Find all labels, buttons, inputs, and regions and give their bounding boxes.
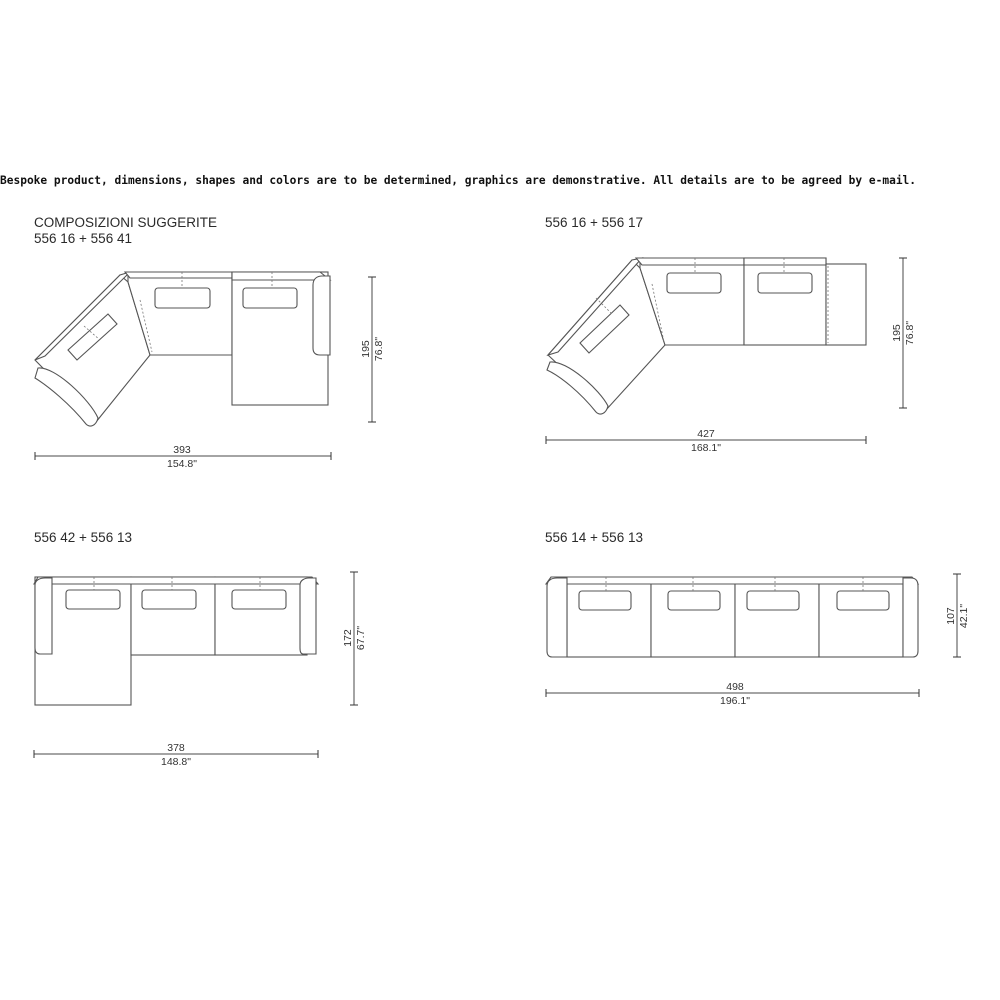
cushion <box>66 590 120 609</box>
width-cm: 498 <box>726 681 744 693</box>
composition-1-heading: COMPOSIZIONI SUGGERITE <box>34 215 218 230</box>
depth-cm: 107 <box>945 607 957 625</box>
composition-1-code: 556 16 + 556 41 <box>34 231 132 246</box>
right-backrest <box>744 258 826 265</box>
chaise-cushion <box>243 288 297 308</box>
middle-backrest <box>636 258 744 265</box>
width-in: 154.8" <box>166 458 198 470</box>
composition-3-code: 556 42 + 556 13 <box>34 530 132 545</box>
cushion <box>747 591 799 610</box>
backrest <box>34 577 318 584</box>
backrest <box>546 577 918 584</box>
composition-2-drawing <box>546 258 916 454</box>
composition-1-drawing <box>35 272 385 470</box>
seat-4 <box>819 578 903 657</box>
middle-cushion <box>667 273 721 293</box>
width-in: 196.1" <box>719 695 751 707</box>
right-cushion <box>758 273 812 293</box>
middle-backrest <box>125 272 232 278</box>
cushion <box>232 590 286 609</box>
width-in: 148.8" <box>160 756 192 768</box>
depth-cm: 195 <box>360 340 372 358</box>
cushion <box>142 590 196 609</box>
cushion <box>579 591 631 610</box>
width-cm: 378 <box>167 742 185 754</box>
width-cm: 427 <box>697 428 715 440</box>
depth-cm: 195 <box>891 324 903 342</box>
depth-in: 76.8" <box>373 336 385 362</box>
middle-seat <box>131 577 215 655</box>
width-cm: 393 <box>173 444 191 456</box>
composition-3-drawing <box>34 572 367 768</box>
cushion <box>668 591 720 610</box>
left-armrest <box>547 578 567 657</box>
left-armrest <box>35 578 52 654</box>
depth-in: 42.1" <box>958 603 970 629</box>
composition-4-drawing <box>546 574 970 707</box>
middle-cushion <box>155 288 210 308</box>
chaise-armrest <box>313 276 330 355</box>
disclaimer-text: Bespoke product, dimensions, shapes and colors are to be determined, graphics are demonstrative. All details are to be agreed by e-mail. <box>0 174 917 187</box>
right-armrest <box>300 578 316 654</box>
depth-in: 76.8" <box>904 320 916 346</box>
composition-4-code: 556 14 + 556 13 <box>545 530 643 545</box>
cushion <box>837 591 889 610</box>
right-armrest <box>903 578 918 657</box>
right-seat <box>744 258 826 345</box>
width-in: 168.1" <box>690 442 722 454</box>
composition-2-code: 556 16 + 556 17 <box>545 215 643 230</box>
seat-1 <box>567 578 651 657</box>
seat-3 <box>735 578 819 657</box>
end-module <box>826 264 866 345</box>
depth-cm: 172 <box>342 629 354 647</box>
right-seat <box>215 577 307 655</box>
depth-in: 67.7" <box>355 625 367 651</box>
